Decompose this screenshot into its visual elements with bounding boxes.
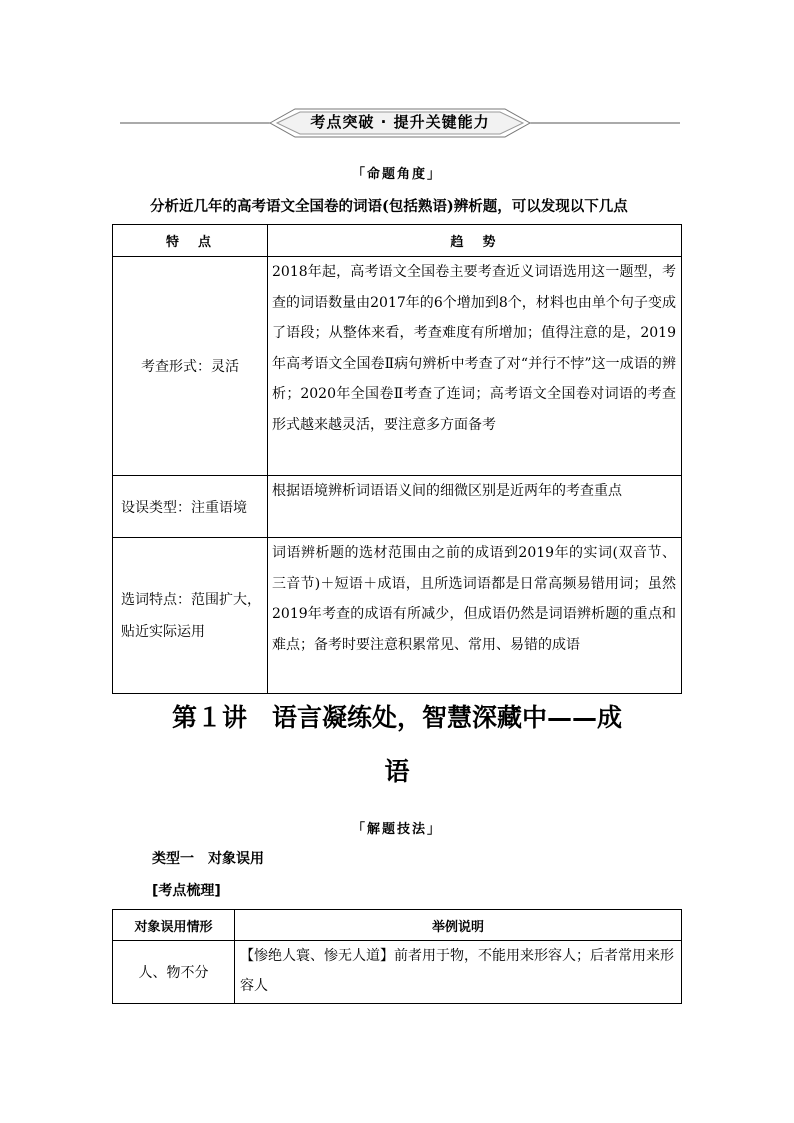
table-header-row <box>113 225 682 257</box>
column-header: 特 点 <box>113 225 268 257</box>
object-misuse-table <box>112 909 682 1004</box>
column-header: 对象误用情形 <box>113 910 235 941</box>
section-banner <box>120 106 680 140</box>
trend-cell: 2018年起，高考语文全国卷主要考查近义词语选用这一题型，考查的词语数量由2017年的6个增加到8个，材料也由单个句子变成了语段；从整体来看，考查难度有所增加；值得注意的是，2019年高考语文全国卷Ⅱ病句辨析中考查了对“并行不悖”这一成语的辨析；2020年全国卷Ⅱ考查了连词；高考语文全国卷对词语的考查形式越来越灵活，要注意多方面备考 <box>268 257 682 476</box>
trend-table <box>112 224 682 694</box>
lesson-title-line-2: 语 <box>384 757 410 786</box>
case-cell: 人、物不分 <box>113 941 235 1004</box>
table-row <box>113 257 682 476</box>
intro-paragraph: 分析近几年的高考语文全国卷的词语(包括熟语)辨析题，可以发现以下几点 <box>150 198 628 215</box>
lesson-title-line-1: 第１讲 语言凝练处，智慧深藏中——成 <box>171 703 622 732</box>
table-row <box>113 538 682 694</box>
column-header: 趋 势 <box>268 225 682 257</box>
banner-title: 考点突破 · 提升关键能力 <box>310 113 490 131</box>
subheading: [考点梳理] <box>152 883 221 899</box>
table-row <box>113 941 682 1004</box>
table-row <box>113 476 682 538</box>
trend-cell: 词语辨析题的选材范围由之前的成语到2019年的实词(双音节、三音节)＋短语＋成语，且所选词语都是日常高频易错用词；虽然2019年考查的成语有所减少，但成语仍然是词语辨析题的重点和难点；备考时要注意积累常见、常用、易错的成语 <box>268 538 682 694</box>
example-cell: 【惨绝人寰、惨无人道】前者用于物，不能用来形容人；后者常用来形容人 <box>235 941 682 1004</box>
section-tag-solving-method: 「解题技法」 <box>351 822 442 837</box>
trend-cell: 根据语境辨析词语语义间的细微区别是近两年的考查重点 <box>268 476 682 538</box>
feature-cell: 考查形式：灵活 <box>113 257 268 476</box>
feature-cell: 选词特点：范围扩大，贴近实际运用 <box>113 538 268 694</box>
section-tag-topic-angle: 「命题角度」 <box>351 167 442 182</box>
feature-cell: 设误类型：注重语境 <box>113 476 268 538</box>
type-heading: 类型一 对象误用 <box>152 851 264 867</box>
column-header: 举例说明 <box>235 910 682 941</box>
table-header-row <box>113 910 682 941</box>
